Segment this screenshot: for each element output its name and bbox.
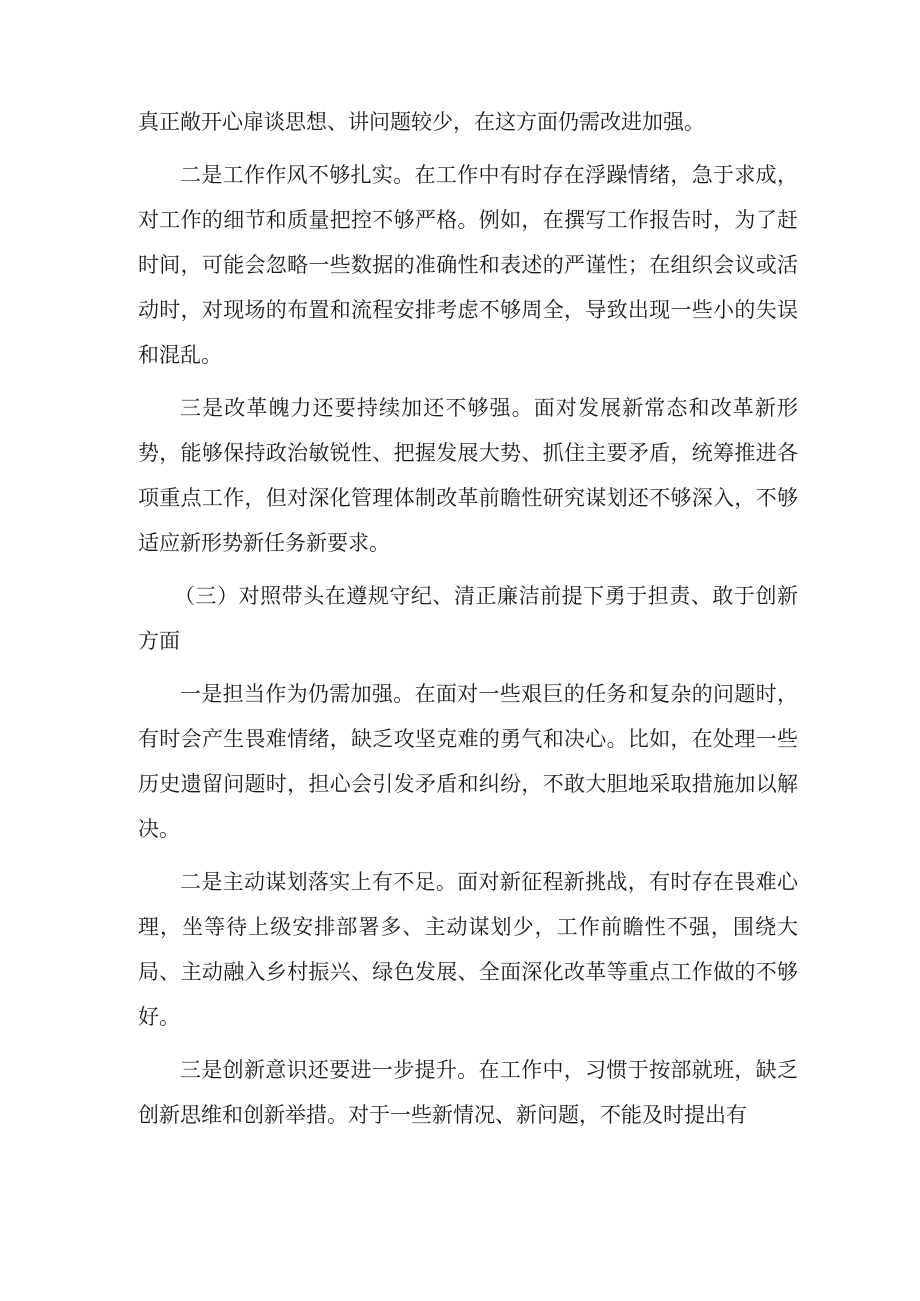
document-body xyxy=(138,100,798,1146)
paragraph-reform-courage: 三是改革魄力还要持续加还不够强。面对发展新常态和改革新形势，能够保持政治敏锐性、把握发展大势、抓住主要矛盾，统筹推进各项重点工作，但对深化管理体制改革前瞻性研究谋划还不够深入，不够适应新形势新任务新要求。 xyxy=(138,396,798,555)
paragraph-responsibility: 一是担当作为仍需加强。在面对一些艰巨的任务和复杂的问题时，有时会产生畏难情绪，缺乏攻坚克难的勇气和决心。比如，在处理一些历史遗留问题时，担心会引发矛盾和纠纷，不敢大胆地采取措施加以解决。 xyxy=(138,682,798,841)
section-heading-3: （三）对照带头在遵规守纪、清正廉洁前提下勇于担责、敢于创新方面 xyxy=(138,584,798,653)
paragraph-innovation: 三是创新意识还要进一步提升。在工作中，习惯于按部就班，缺乏创新思维和创新举措。对于一些新情况、新问题，不能及时提出有 xyxy=(138,1058,798,1127)
paragraph-proactive-planning: 二是主动谋划落实上有不足。面对新征程新挑战，有时存在畏难心理，坐等待上级安排部署多、主动谋划少，工作前瞻性不强，围绕大局、主动融入乡村振兴、绿色发展、全面深化改革等重点工作做的不够好。 xyxy=(138,870,798,1029)
paragraph-work-style: 二是工作作风不够扎实。在工作中有时存在浮躁情绪，急于求成，对工作的细节和质量把控不够严格。例如，在撰写工作报告时，为了赶时间，可能会忽略一些数据的准确性和表述的严谨性；在组织会议或活动时，对现场的布置和流程安排考虑不够周全，导致出现一些小的失误和混乱。 xyxy=(138,163,798,367)
paragraph-continuation: 真正敞开心扉谈思想、讲问题较少，在这方面仍需改进加强。 xyxy=(138,110,705,134)
